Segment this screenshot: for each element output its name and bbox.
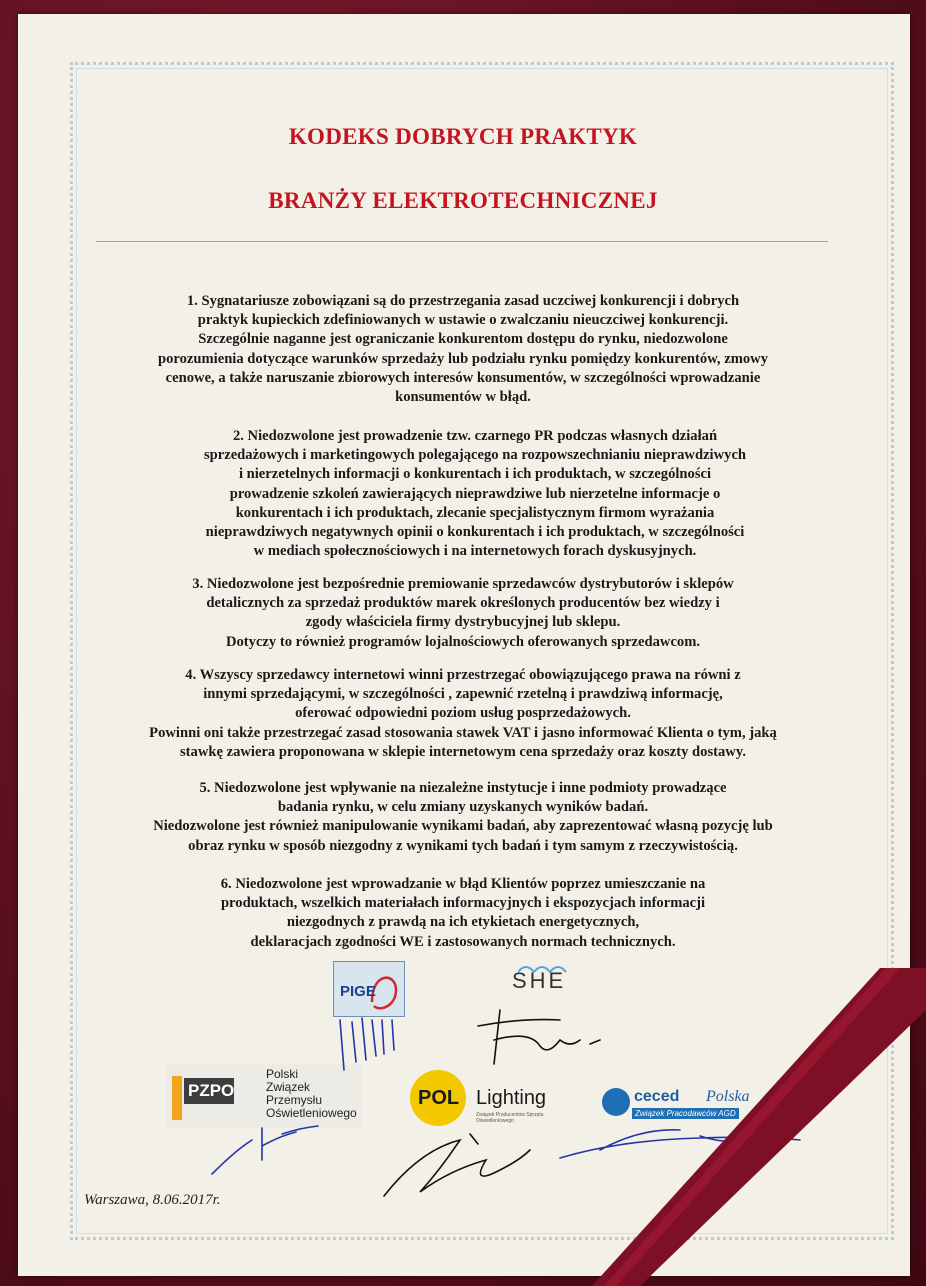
pol-lighting-word: Lighting — [476, 1087, 547, 1109]
document-title: KODEKS DOBRYCH PRAKTYK — [288, 124, 638, 149]
paragraph-line: 1. Sygnatariusze zobowiązani są do przestrzegania zasad uczciwej konkurencji i dobrych — [186, 293, 740, 309]
paragraph-line: obraz rynku w sposób niezgodny z wynikami tych badań i tym samym z rzeczywistością. — [188, 837, 738, 854]
she-logo-text: SHE — [512, 968, 567, 993]
paragraph-line: zgody właściciela firmy dystrybucyjnej lub sklepu. — [305, 614, 621, 631]
paragraph-line: 2. Niedozwolone jest prowadzenie tzw. czarnego PR podczas własnych działań — [232, 428, 718, 444]
paragraph-line: 5. Niedozwolone jest wpływanie na niezależne instytucje i inne podmioty prowadzące — [199, 780, 727, 796]
pzpo-name-line: Polski — [266, 1067, 299, 1081]
paragraph-line: Niedozwolone jest również manipulowanie wynikami badań, aby zaprezentować własną pozycję lub — [153, 818, 773, 835]
paragraph-line: 3. Niedozwolone jest bezpośrednie premiowanie sprzedawców dystrybutorów i sklepów — [192, 576, 734, 592]
paragraph-line: detalicznych za sprzedaż produktów marek określonych producentów bez wiedzy i — [206, 595, 720, 612]
paragraph-line: konsumentów w błąd. — [395, 389, 531, 406]
paragraph-line: niezgodnych z prawdą na ich etykietach energetycznych, — [286, 914, 640, 931]
paragraph-line: w mediach społecznościowych i na internetowych forach dyskusyjnych. — [253, 543, 697, 560]
paragraph-line: badania rynku, w celu zmiany uzyskanych wyników badań. — [277, 799, 649, 816]
paragraph-line: konkurentach i ich produktach, zlecanie specjalistycznym firmom wyrażania — [235, 504, 715, 521]
paragraph-line: produktach, wszelkich materiałach informacyjnych i ekspozycjach informacji — [220, 895, 706, 912]
paragraph-line: 4. Wszyscy sprzedawcy internetowi winni przestrzegać obowiązującego prawa na równi z — [185, 667, 741, 683]
paragraph-line: i nierzetelnych informacji o konkurentach i ich produktach, w szczególności — [238, 466, 712, 483]
paragraph-line: innymi sprzedającymi, w szczególności , zapewnić rzetelną i prawdziwą informację, — [203, 686, 723, 703]
paragraph-line: stawkę zawiera proponowana w sklepie internetowym cena sprzedaży oraz koszty dostawy. — [179, 743, 746, 760]
paragraph-line: Dotyczy to również programów lojalnościowych oferowanych sprzedawcom. — [225, 633, 701, 650]
pzpo-name-line: Związek — [266, 1080, 311, 1094]
pol-word: POL — [418, 1087, 460, 1109]
document-subtitle: BRANŻY ELEKTROTECHNICZNEJ — [268, 188, 658, 213]
paragraph-line: prowadzenie szkoleń zawierających nieprawdziwe lub nierzetelne informacje o — [229, 485, 721, 502]
paragraph-line: cenowe, a także naruszanie zbiorowych interesów konsumentów, w szczególności wprowadzanie — [165, 369, 761, 386]
place-date: Warszawa, 8.06.2017r. — [84, 1192, 221, 1208]
paragraph-line: Powinni oni także przestrzegać zasad stosowania stawek VAT i jasno informować Klienta o tym, jaką — [149, 724, 777, 741]
paragraph-line: nieprawdziwych negatywnych opinii o konkurentach i ich produktach, w szczególności — [205, 524, 745, 541]
ceced-subtitle: Związek Pracodawców AGD — [632, 1108, 739, 1119]
pol-subtitle: Związek Producentów Sprzętu Oświetleniowego — [476, 1112, 544, 1124]
paragraph-line: porozumienia dotyczące warunków sprzedaży lub podziału rynku pomiędzy konkurentów, zmowy — [157, 350, 768, 367]
paragraph-line: sprzedażowych i marketingowych polegającego na rozpowszechnianiu nieprawdziwych — [203, 447, 747, 464]
paragraph-line: praktyk kupieckich zdefiniowanych w ustawie o zwalczaniu nieuczciwej konkurencji. — [197, 312, 729, 329]
paragraph-line: deklaracjach zgodności WE i zastosowanych normach technicznych. — [250, 933, 676, 950]
ceced-polska-word: Polska — [706, 1088, 750, 1105]
ceced-word: ceced — [634, 1088, 680, 1105]
paragraph-line: Szczególnie naganne jest ograniczanie konkurentom dostępu do rynku, niedozwolone — [198, 331, 728, 348]
pzpo-name-line: Oświetleniowego — [266, 1106, 357, 1120]
paragraph-line: 6. Niedozwolone jest wprowadzanie w błąd Klientów poprzez umieszczanie na — [220, 876, 706, 892]
paragraph-line: oferować odpowiedni poziom usług posprzedażowych. — [295, 705, 631, 722]
pzpo-mark-text: PZPO — [188, 1081, 235, 1100]
pige-logo-text: PIGE — [340, 983, 376, 1000]
pzpo-name-line: Przemysłu — [266, 1093, 323, 1107]
